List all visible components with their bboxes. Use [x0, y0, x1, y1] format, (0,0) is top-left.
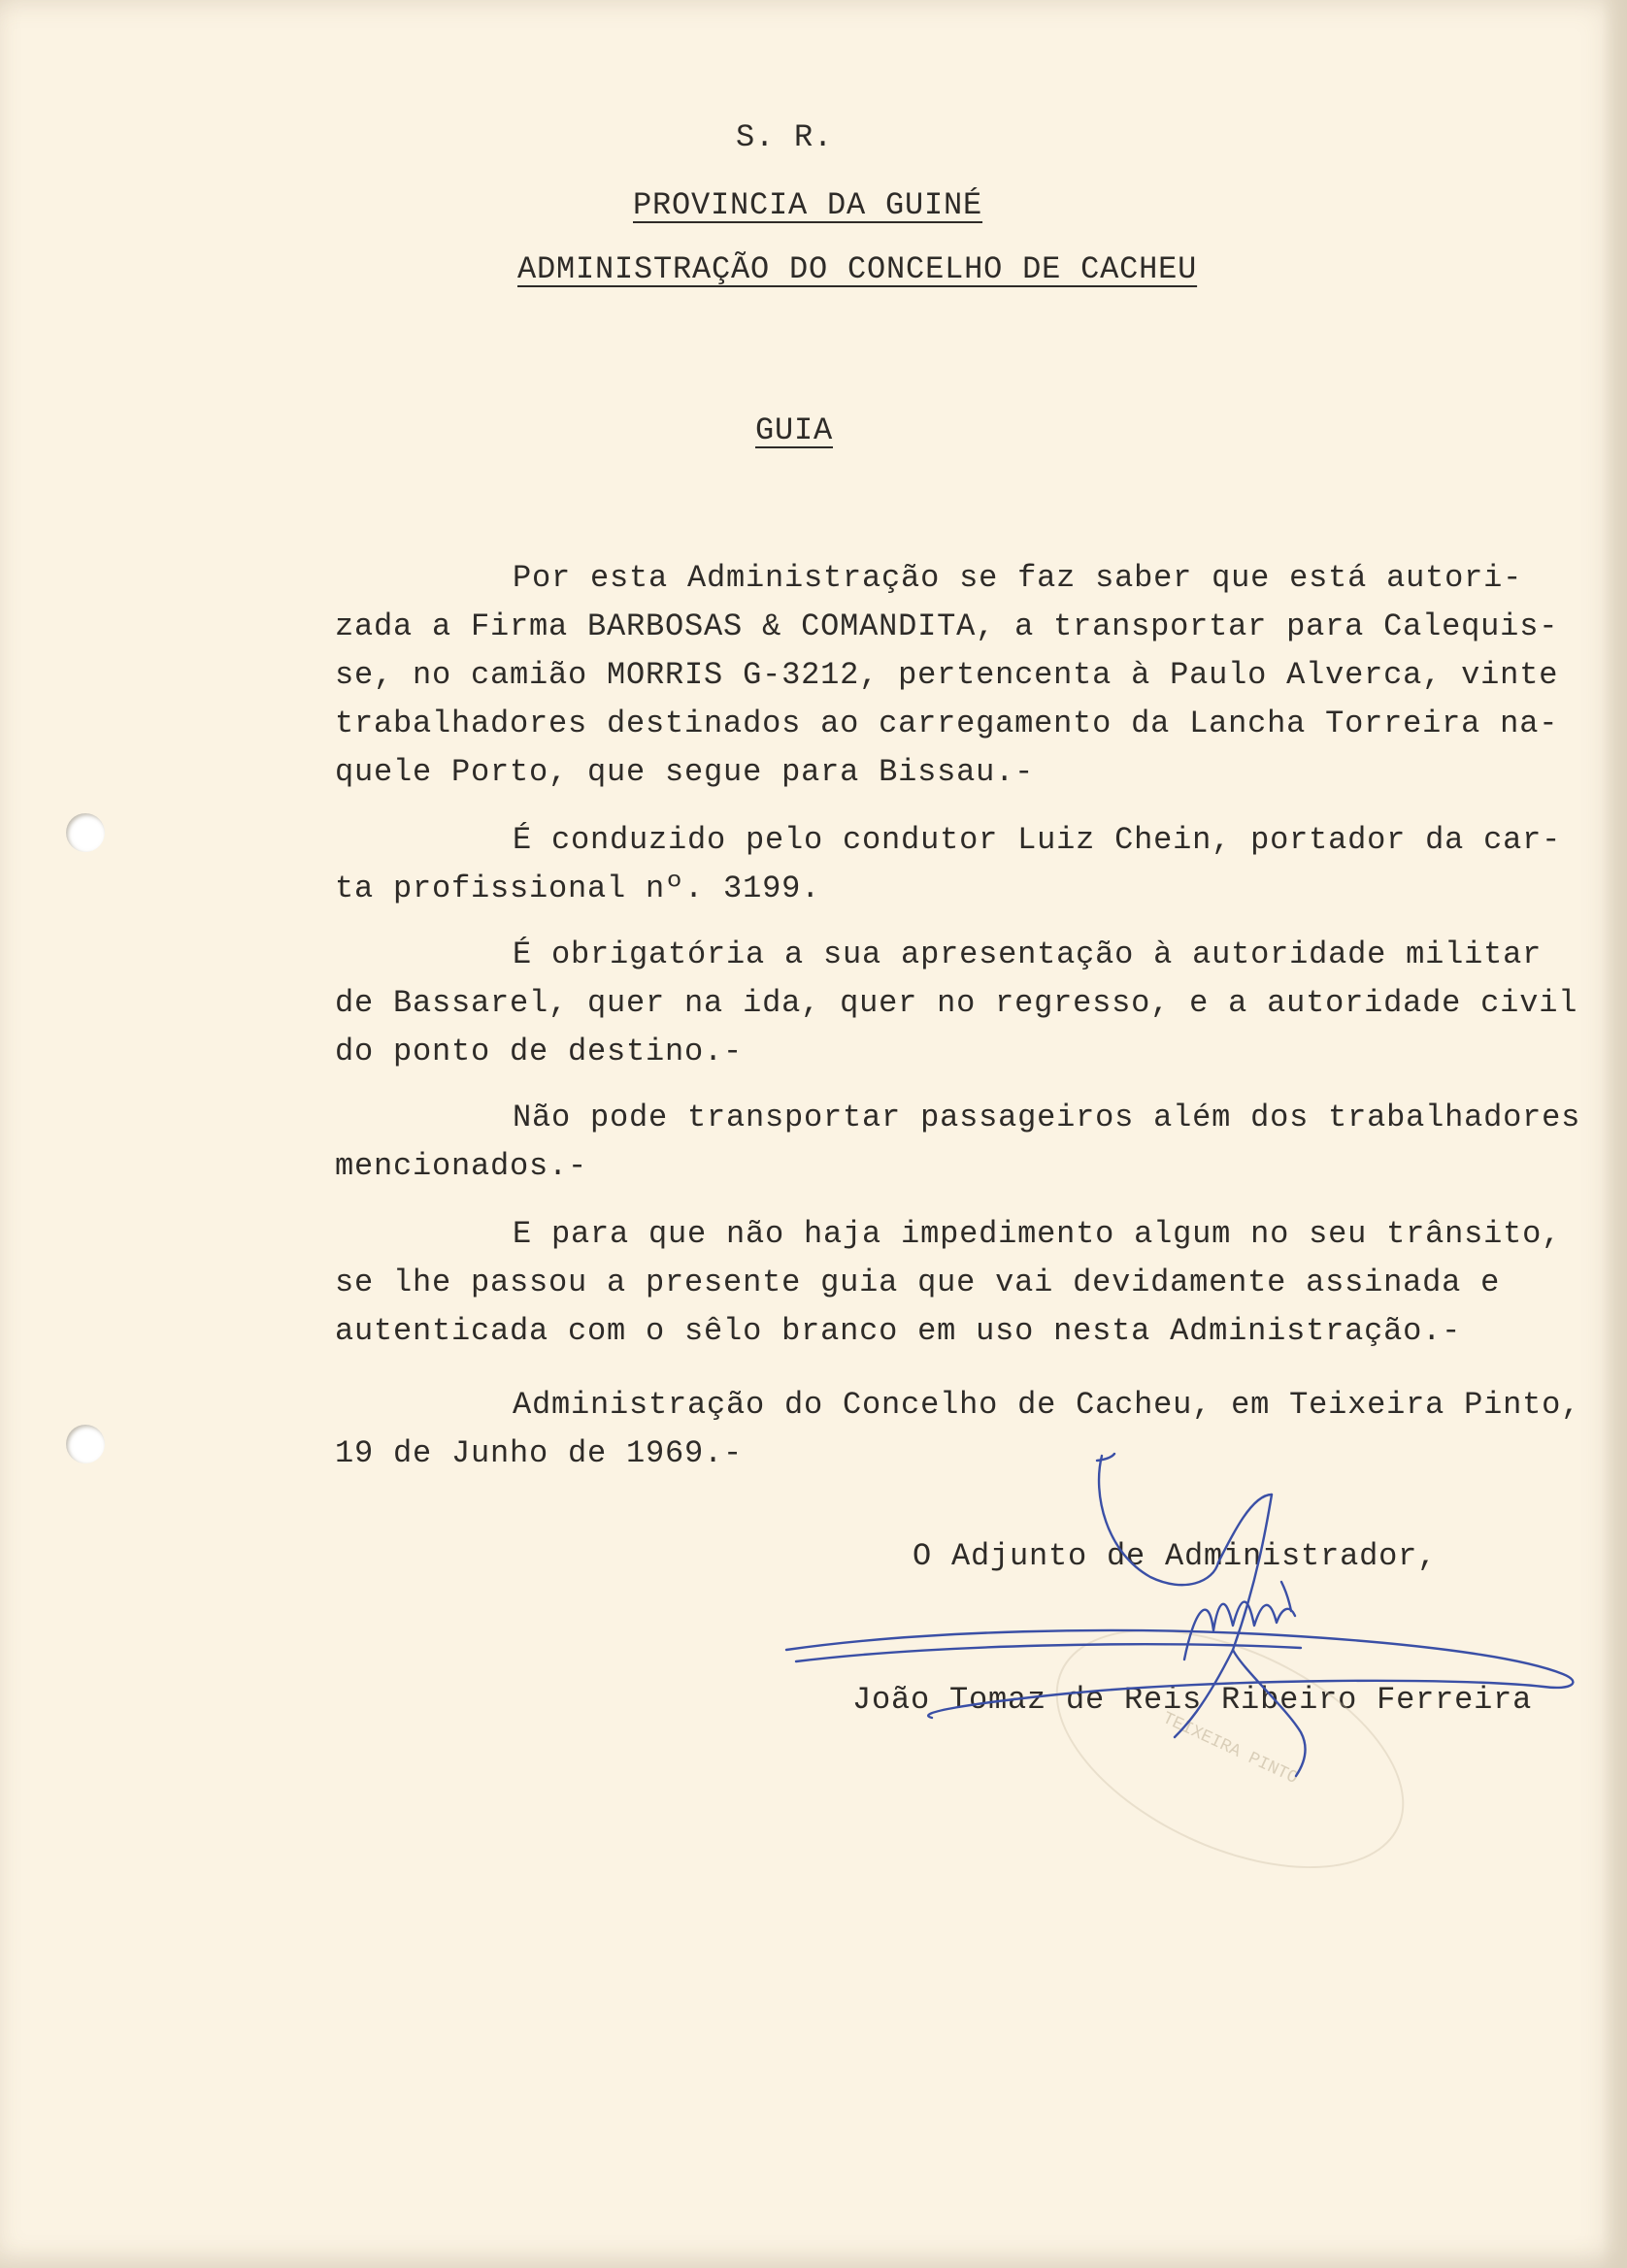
signatory-name: João Tomaz de Reis Ribeiro Ferreira [852, 1682, 1533, 1718]
body-line: mencionados.- [335, 1148, 588, 1184]
body-line: autenticada com o sêlo branco em uso nesta Administração.- [335, 1313, 1462, 1349]
body-line: Não pode transportar passageiros além dos trabalhadores [513, 1100, 1581, 1135]
body-line: de Bassarel, quer na ida, quer no regresso, e a autoridade civil [335, 985, 1578, 1021]
body-line: ta profissional nº. 3199. [335, 871, 821, 906]
body-line: trabalhadores destinados ao carregamento da Lancha Torreira na- [335, 706, 1559, 741]
body-line: Administração do Concelho de Cacheu, em Teixeira Pinto, [513, 1387, 1581, 1423]
punch-hole-top [66, 813, 105, 852]
body-line: quele Porto, que segue para Bissau.- [335, 754, 1035, 790]
signatory-role: O Adjunto de Administrador, [913, 1538, 1438, 1574]
handwritten-signature [777, 1436, 1611, 1805]
body-line: do ponto de destino.- [335, 1034, 744, 1069]
page-edge-shadow [1602, 0, 1627, 2268]
body-line: E para que não haja impedimento algum no seu trânsito, [513, 1216, 1562, 1252]
body-line: se, no camião MORRIS G-3212, pertencenta à Paulo Alverca, vinte [335, 657, 1559, 693]
body-line: Por esta Administração se faz saber que está autori- [513, 560, 1523, 596]
header-initials: S. R. [736, 119, 834, 155]
header-administration: ADMINISTRAÇÃO DO CONCELHO DE CACHEU [517, 251, 1198, 287]
body-line: 19 de Junho de 1969.- [335, 1435, 744, 1471]
embossed-seal: TEIXEIRA PINTO [1019, 1580, 1441, 1917]
document-title: GUIA [755, 412, 834, 448]
punch-hole-bottom [66, 1425, 105, 1463]
body-line: se lhe passou a presente guia que vai devidamente assinada e [335, 1265, 1501, 1300]
body-line: zada a Firma BARBOSAS & COMANDITA, a transportar para Calequis- [335, 608, 1559, 644]
body-line: É conduzido pelo condutor Luiz Chein, portador da car- [513, 822, 1562, 858]
header-province: PROVINCIA DA GUINÉ [633, 187, 983, 223]
body-line: É obrigatória a sua apresentação à autoridade militar [513, 937, 1543, 972]
